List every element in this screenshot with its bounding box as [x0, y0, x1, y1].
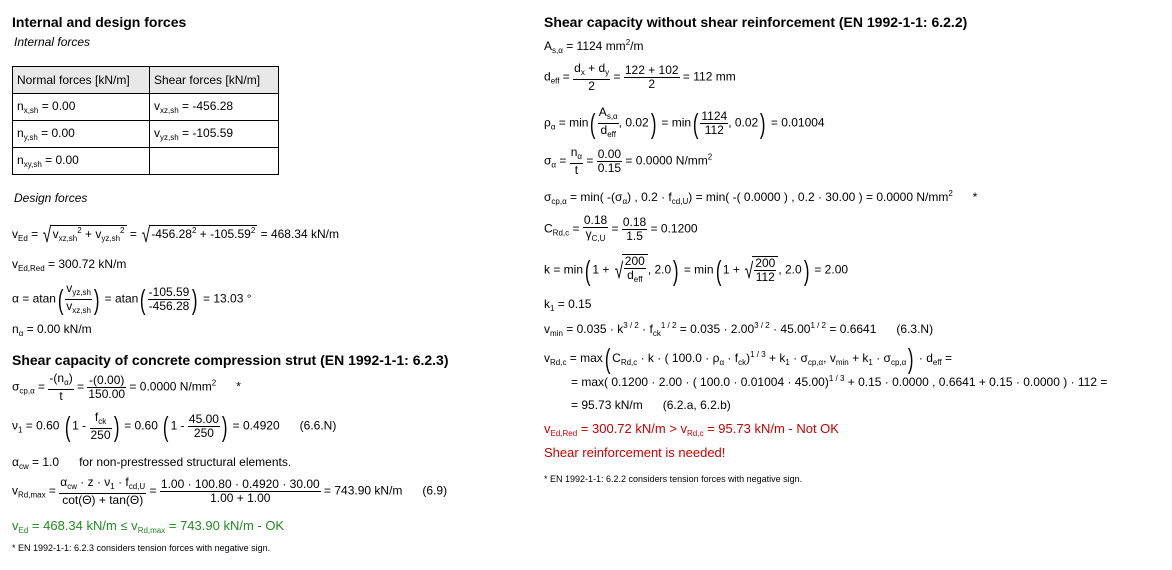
- strut-footnote: * EN 1992-1-1: 6.2.3 considers tension forces with negative sign.: [12, 543, 271, 553]
- alpha-cw-line: $\alpha_{cw} = 1.0$ for non-prestressed structural elements.: [12, 455, 292, 471]
- normal-forces-header: Normal forces [kN/m]: [13, 67, 150, 94]
- nx-cell: $n_{x,sh} = 0.00$: [13, 94, 150, 121]
- table-header-row: [13, 67, 279, 94]
- internal-design-forces-heading: Internal and design forces: [12, 14, 187, 30]
- design-forces-subtitle: Design forces: [14, 191, 88, 205]
- shear-capacity-heading: Shear capacity without shear reinforcement (EN 1992-1-1: 6.2.2): [544, 14, 968, 30]
- shear-footnote: * EN 1992-1-1: 6.2.2 considers tension forces with negative sign.: [544, 474, 803, 484]
- k-equation: k = min( 1 + √ $\frac{200}{d_{eff}}$ , 2.0) = min( 1 + √ $\frac{200}{112}$ , 2.0) = 2.00: [544, 254, 849, 286]
- vmin-equation: $v_{min} = 0.035 \cdot k^{3 / 2} \cdot f_{ck}^{1 / 2} = 0.035 \cdot 2.00^{3 / 2} \cdot 45.00^{1 / 2} = 0.6641$ (6.3.N): [544, 321, 934, 338]
- table-row: [13, 148, 279, 175]
- vyz-cell: $v_{yz,sh} = -105.59$: [150, 121, 279, 148]
- internal-forces-subtitle: Internal forces: [14, 35, 91, 49]
- n-alpha-line: $n_\alpha = 0.00$ kN/m: [12, 322, 92, 338]
- vrdc-equation-line2: = max( 0.1200 · 2.00 · ( 100.0 · 0.01004 · 45.00)$^{1 / 3}$ + 0.15 · 0.0000 , 0.6641 + 0.15 · 0.0000 ) · 112 =: [571, 374, 1108, 389]
- empty-cell: [150, 148, 279, 175]
- rho-equation: $\rho_\alpha = \min$( $\frac{A_{s,\alpha}}{d_{eff}}$ , 0.02) = min( $\frac{1124}{112}$ , 0.02) = 0.01004: [544, 105, 825, 139]
- vrd-max-equation: $v_{Rd,max}$ = $\frac{\alpha_{cw} \cdot z \cdot \nu_1 \cdot f_{cd,U}}{\cot(\Theta) + \tan(\Theta)}$ = $\frac{1.00 \cdot 100.80 \cdot 0.4920 \cdot 30.00}{1.00 + 1.00}$ = 743.90 kN/m (6.9): [12, 475, 448, 507]
- shear-check-result: $v_{Ed,Red} = 300.72$ $kN/m > v_{Rd,c} = 95.73$ kN/m - Not OK: [544, 421, 839, 438]
- vrdc-equation-line1: $v_{Rd,c} = \max$( $C_{Rd,c} \cdot k$ · ( $100.0 \cdot \rho_\alpha \cdot f_{ck})^{1 / 3} + k_1 \cdot \sigma_{cp,\alpha}$, $v_{min} + k_1 \cdot \sigma_{cp,\alpha}) \cdot d_{eff}$ =: [544, 343, 953, 374]
- nu1-equation: $\nu_1 = 0.60$ ( 1 - $\frac{f_{ck}}{250}$ ) = 0.60 ( 1 - $\frac{45.00}{250}$ ) = 0.4920 (6.6.N): [12, 410, 337, 442]
- strut-heading: Shear capacity of concrete compression strut (EN 1992-1-1: 6.2.3): [12, 352, 449, 368]
- table-row: [13, 121, 279, 148]
- vrdc-equation-line3: = 95.73 kN/m (6.2.a, 6.2.b): [571, 398, 731, 412]
- deff-equation: $d_{eff}$ = $\frac{d_x + d_y}{2}$ = $\frac{122 + 102}{2}$ = 112 mm: [544, 61, 736, 93]
- shear-forces-header: Shear forces [kN/m]: [150, 67, 279, 94]
- table-row: [13, 94, 279, 121]
- vxz-cell: $v_{xz,sh} = -456.28$: [150, 94, 279, 121]
- sigma-cp-alpha-equation: $\sigma_{cp,\alpha} = \min$( $-(\sigma_\alpha)$ , $0.2 \cdot f_{cd,U}) = \min$( -( 0.0000 ) , 0.2 · 30.00 ) = 0.0000 $N/mm^2$ *: [544, 189, 978, 206]
- sigma-cp-equation: $\sigma_{cp,\alpha}$ = $\frac{-(n_\alpha)}{t}$ = $\frac{-(0.00)}{150.00}$ = 0.0000 $N/mm^2$ *: [12, 371, 241, 403]
- nxy-cell: $n_{xy,sh} = 0.00$: [13, 148, 150, 175]
- ved-red-line: $v_{Ed,Red} = 300.72$ kN/m: [12, 257, 127, 273]
- k1-line: $k_1 = 0.15$: [544, 297, 592, 313]
- alpha-equation: α = atan( $\frac{v_{yz,sh}}{v_{xz,sh}}$ ) = atan( $\frac{-105.59}{-456.28}$ ) = 13.03 °: [12, 281, 252, 315]
- as-alpha-line: $A_{s,\alpha} = 1124$ $mm^2/m$: [544, 38, 644, 55]
- shear-reinforcement-warning: Shear reinforcement is needed!: [544, 445, 726, 460]
- strut-check-result: $v_{Ed} = 468.34$ $kN/m \le v_{Rd,max} = 743.90$ kN/m - OK: [12, 518, 285, 535]
- ny-cell: $n_{y,sh} = 0.00$: [13, 121, 150, 148]
- crd-c-equation: $C_{Rd,c}$ = $\frac{0.18}{\gamma_{C,U}}$ = $\frac{0.18}{1.5}$ = 0.1200: [544, 213, 698, 243]
- ved-equation: $v_{Ed} = √v_{xz,sh}^2 + v_{yz,sh}^2 = √-456.28^2 + -105.59^2 = 468.34$ kN/m: [12, 222, 339, 247]
- internal-forces-table: [12, 66, 279, 175]
- sigma-alpha-equation: $\sigma_\alpha$ = $\frac{n_\alpha}{t}$ = $\frac{0.00}{0.15}$ = 0.0000 $N/mm^2$: [544, 145, 713, 177]
